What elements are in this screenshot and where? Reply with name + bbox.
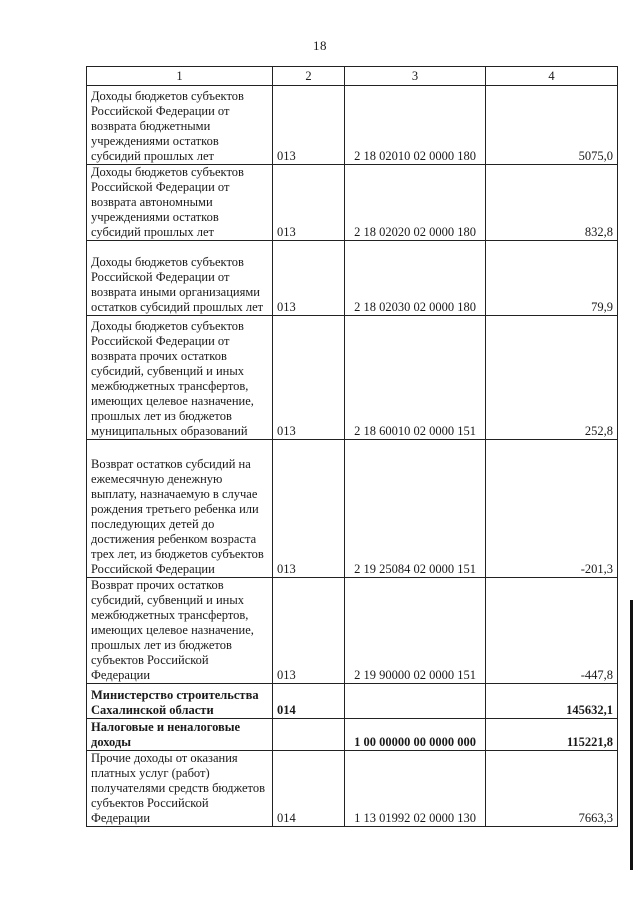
header-col-1: 1 [87,67,273,86]
row-amount-cell: 145632,1 [486,684,618,719]
row-code-cell: 013 [273,165,345,241]
table-row [87,578,618,684]
table-row [87,86,618,165]
row-name-cell: Прочие доходы от оказания платных услуг (работ) получателями средств бюджетов субъектов Российской Федерации [87,751,273,827]
header-col-3: 3 [345,67,486,86]
row-kbk-cell: 2 18 02020 02 0000 180 [345,165,486,241]
row-amount-cell: 79,9 [486,241,618,316]
row-kbk-cell: 2 18 02030 02 0000 180 [345,241,486,316]
row-kbk-cell: 1 00 00000 00 0000 000 [345,719,486,751]
row-code-cell: 013 [273,241,345,316]
row-code-cell: 013 [273,86,345,165]
header-col-2: 2 [273,67,345,86]
row-code-cell: 014 [273,751,345,827]
row-name-cell: Налоговые и неналоговые доходы [87,719,273,751]
row-code-cell: 013 [273,316,345,440]
row-code-cell [273,719,345,751]
table-row [87,440,618,578]
row-kbk-cell [345,684,486,719]
scan-edge-mark [630,600,633,870]
row-kbk-cell: 2 19 25084 02 0000 151 [345,440,486,578]
row-name-cell: Возврат прочих остатков субсидий, субвенций и иных межбюджетных трансфертов, имеющих целевое назначение, прошлых лет из бюджетов субъектов Российской Федерации [87,578,273,684]
page-number: 18 [313,38,327,53]
table-row [87,316,618,440]
row-kbk-cell: 2 18 02010 02 0000 180 [345,86,486,165]
header-col-4: 4 [486,67,618,86]
row-amount-cell: 252,8 [486,316,618,440]
row-name-cell: Возврат остатков субсидий на ежемесячную денежную выплату, назначаемую в случае рождения третьего ребенка или последующих детей до достижения ребенком возраста трех лет, из бюджетов субъектов Российской Федерации [87,440,273,578]
row-kbk-cell: 2 19 90000 02 0000 151 [345,578,486,684]
row-code-cell: 014 [273,684,345,719]
table-header-row [87,67,618,86]
row-amount-cell: 115221,8 [486,719,618,751]
table-row [87,751,618,827]
table-row [87,165,618,241]
row-name-cell: Доходы бюджетов субъектов Российской Федерации от возврата иными организациями остатков субсидий прошлых лет [87,241,273,316]
row-name-cell: Доходы бюджетов субъектов Российской Федерации от возврата бюджетными учреждениями остатков субсидий прошлых лет [87,86,273,165]
table-row [87,241,618,316]
row-amount-cell: 832,8 [486,165,618,241]
row-kbk-cell: 1 13 01992 02 0000 130 [345,751,486,827]
row-code-cell: 013 [273,578,345,684]
table-row [87,719,618,751]
row-amount-cell: 7663,3 [486,751,618,827]
row-code-cell: 013 [273,440,345,578]
row-amount-cell: 5075,0 [486,86,618,165]
budget-revenue-table [86,66,618,827]
row-amount-cell: -447,8 [486,578,618,684]
row-name-cell: Доходы бюджетов субъектов Российской Федерации от возврата прочих остатков субсидий, субвенций и иных межбюджетных трансфертов, имеющих целевое назначение, прошлых лет из бюджетов муниципальных образований [87,316,273,440]
row-name-cell: Доходы бюджетов субъектов Российской Федерации от возврата автономными учреждениями остатков субсидий прошлых лет [87,165,273,241]
row-amount-cell: -201,3 [486,440,618,578]
table-row [87,684,618,719]
row-name-cell: Министерство строительства Сахалинской области [87,684,273,719]
row-kbk-cell: 2 18 60010 02 0000 151 [345,316,486,440]
